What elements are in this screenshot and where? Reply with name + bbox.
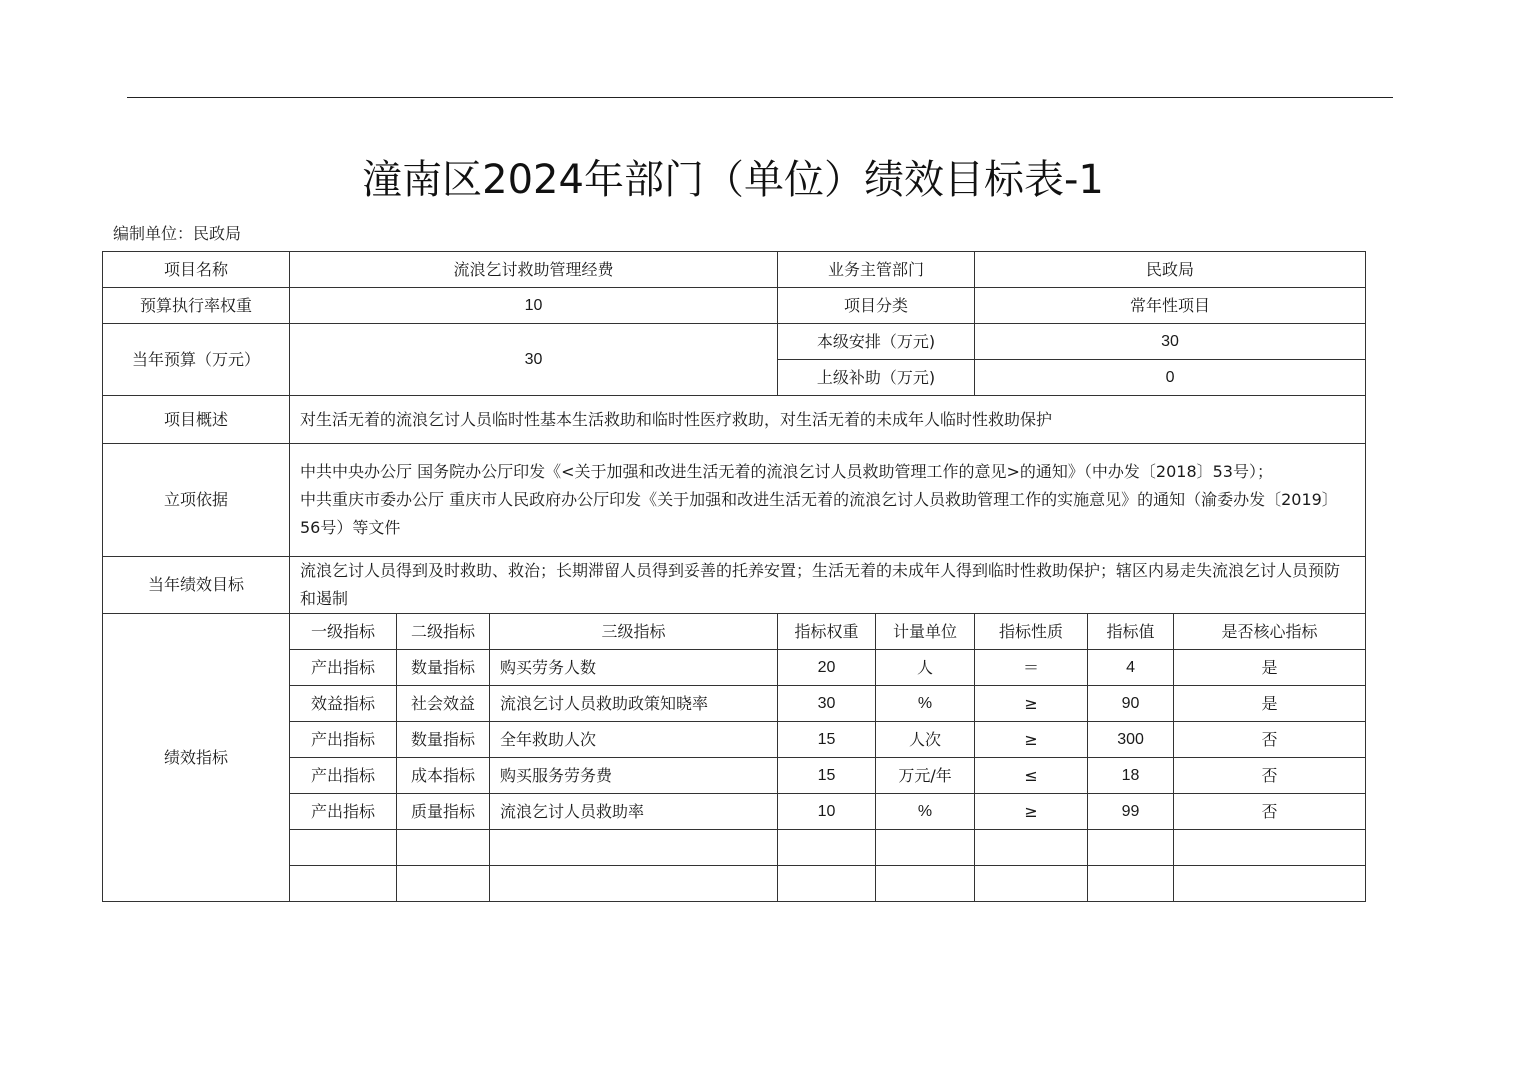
indicator-unit: 万元/年 [876, 758, 975, 794]
empty-cell [778, 830, 876, 866]
indicator-level1: 产出指标 [290, 650, 397, 686]
indicator-weight: 10 [778, 794, 876, 830]
header-rule [127, 97, 1393, 98]
indicator-row [103, 686, 1366, 722]
indicator-level2: 社会效益 [397, 686, 490, 722]
empty-cell [1174, 866, 1366, 902]
project-name-value: 流浪乞讨救助管理经费 [290, 252, 778, 288]
performance-table [102, 251, 1366, 902]
row-budget-local [103, 324, 1366, 360]
compiling-unit: 编制单位：民政局 [113, 224, 242, 243]
empty-cell [397, 830, 490, 866]
header-unit: 计量单位 [876, 614, 975, 650]
indicator-level2: 成本指标 [397, 758, 490, 794]
page-title: 潼南区2024年部门（单位）绩效目标表-1 [362, 157, 1104, 203]
empty-cell [1174, 830, 1366, 866]
row-basis [103, 444, 1366, 557]
indicator-level2: 数量指标 [397, 722, 490, 758]
project-name-label: 项目名称 [103, 252, 290, 288]
row-weight [103, 288, 1366, 324]
indicator-nature: ≥ [975, 722, 1088, 758]
header-level2: 二级指标 [397, 614, 490, 650]
indicator-unit: % [876, 794, 975, 830]
indicator-core: 否 [1174, 794, 1366, 830]
dept-value: 民政局 [975, 252, 1366, 288]
indicator-weight: 30 [778, 686, 876, 722]
indicator-level3: 流浪乞讨人员救助政策知晓率 [490, 686, 778, 722]
indicator-nature: ≤ [975, 758, 1088, 794]
empty-indicator-row [103, 830, 1366, 866]
empty-cell [975, 830, 1088, 866]
indicator-value: 18 [1088, 758, 1174, 794]
indicator-core: 是 [1174, 650, 1366, 686]
indicator-core: 否 [1174, 722, 1366, 758]
empty-cell [876, 830, 975, 866]
dept-label: 业务主管部门 [778, 252, 975, 288]
indicator-level3: 购买劳务人数 [490, 650, 778, 686]
indicator-row [103, 758, 1366, 794]
indicator-unit: % [876, 686, 975, 722]
budget-value: 30 [290, 324, 778, 396]
goal-text: 流浪乞讨人员得到及时救助、救治；长期滞留人员得到妥善的托养安置；生活无着的未成年人得到临时性救助保护；辖区内易走失流浪乞讨人员预防和遏制 [290, 557, 1366, 614]
overview-text: 对生活无着的流浪乞讨人员临时性基本生活救助和临时性医疗救助，对生活无着的未成年人临时性救助保护 [290, 396, 1366, 444]
header-core: 是否核心指标 [1174, 614, 1366, 650]
empty-cell [490, 830, 778, 866]
indicator-row [103, 722, 1366, 758]
goal-label: 当年绩效目标 [103, 557, 290, 614]
empty-cell [778, 866, 876, 902]
indicator-value: 90 [1088, 686, 1174, 722]
indicator-weight: 20 [778, 650, 876, 686]
category-value: 常年性项目 [975, 288, 1366, 324]
empty-cell [975, 866, 1088, 902]
empty-cell [290, 866, 397, 902]
indicator-level3: 购买服务劳务费 [490, 758, 778, 794]
indicator-level1: 产出指标 [290, 722, 397, 758]
local-label: 本级安排（万元) [778, 324, 975, 360]
empty-cell [876, 866, 975, 902]
local-value: 30 [975, 324, 1366, 360]
empty-indicator-row [103, 866, 1366, 902]
header-level1: 一级指标 [290, 614, 397, 650]
indicator-value: 300 [1088, 722, 1174, 758]
header-level3: 三级指标 [490, 614, 778, 650]
indicator-value: 99 [1088, 794, 1174, 830]
indicator-level1: 产出指标 [290, 794, 397, 830]
indicator-weight: 15 [778, 758, 876, 794]
indicator-weight: 15 [778, 722, 876, 758]
indicator-level3: 流浪乞讨人员救助率 [490, 794, 778, 830]
budget-label: 当年预算（万元） [103, 324, 290, 396]
indicator-unit: 人次 [876, 722, 975, 758]
subsidy-value: 0 [975, 360, 1366, 396]
indicator-unit: 人 [876, 650, 975, 686]
basis-text [290, 444, 1366, 557]
indicator-level2: 数量指标 [397, 650, 490, 686]
empty-cell [490, 866, 778, 902]
header-value: 指标值 [1088, 614, 1174, 650]
indicator-level2: 质量指标 [397, 794, 490, 830]
subsidy-label: 上级补助（万元) [778, 360, 975, 396]
weight-value: 10 [290, 288, 778, 324]
indicator-nature: ≥ [975, 794, 1088, 830]
empty-cell [1088, 830, 1174, 866]
row-overview [103, 396, 1366, 444]
empty-cell [1088, 866, 1174, 902]
indicator-row [103, 794, 1366, 830]
header-weight: 指标权重 [778, 614, 876, 650]
indicator-nature: ≥ [975, 686, 1088, 722]
overview-label: 项目概述 [103, 396, 290, 444]
indicator-nature: ＝ [975, 650, 1088, 686]
basis-paragraph-2: 中共重庆市委办公厅 重庆市人民政府办公厅印发《关于加强和改进生活无着的流浪乞讨人员救助管理工作的实施意见》的通知（渝委办发〔2019〕56号）等文件 [300, 490, 1338, 537]
indicator-row [103, 650, 1366, 686]
basis-label: 立项依据 [103, 444, 290, 557]
row-project-name [103, 252, 1366, 288]
indicator-level1: 效益指标 [290, 686, 397, 722]
indicator-value: 4 [1088, 650, 1174, 686]
indicator-core: 是 [1174, 686, 1366, 722]
indicator-header-row [103, 614, 1366, 650]
category-label: 项目分类 [778, 288, 975, 324]
indicators-label: 绩效指标 [103, 614, 290, 902]
basis-paragraph-1: 中共中央办公厅 国务院办公厅印发《<关于加强和改进生活无着的流浪乞讨人员救助管理工作的意见>的通知》（中办发〔2018〕53号）； [300, 462, 1273, 481]
indicator-core: 否 [1174, 758, 1366, 794]
empty-cell [397, 866, 490, 902]
row-goal [103, 557, 1366, 614]
indicator-level1: 产出指标 [290, 758, 397, 794]
indicator-level3: 全年救助人次 [490, 722, 778, 758]
weight-label: 预算执行率权重 [103, 288, 290, 324]
header-nature: 指标性质 [975, 614, 1088, 650]
empty-cell [290, 830, 397, 866]
